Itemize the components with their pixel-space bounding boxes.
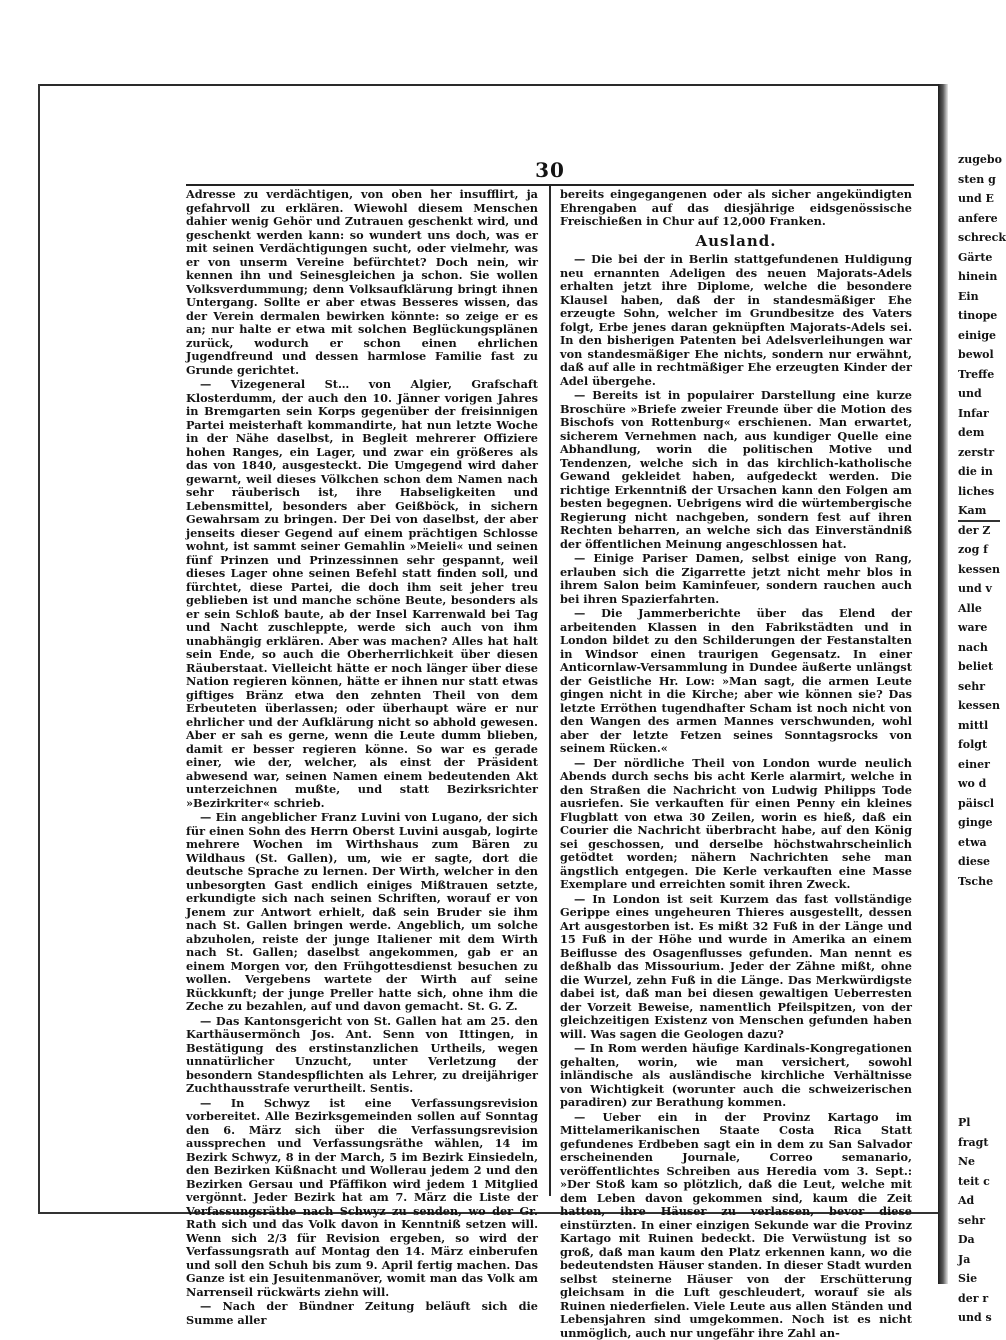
- neighbor-line: Da: [958, 1230, 1000, 1250]
- neighbor-line: Alle: [958, 599, 1000, 619]
- neighbor-line: und E: [958, 189, 1000, 209]
- neighbor-line: kessen: [958, 696, 1000, 716]
- neighbor-line: wo d: [958, 774, 1000, 794]
- article-paragraph: — Vizegeneral St… von Algier, Grafschaft Klosterdumm, der auch den 10. Jänner vorigen Jahres in Bremgarten sein Korps gegenüber der freisinnigen Partei meisterhaft kommandirte, hat nun letzte Woche in der Nähe daselbst, in Begleit mehrerer Offiziere hohen Ranges, ein Lager, und zwar ein größeres als das von 1840, ausgesteckt. Die Umgegend wird daher gewarnt, weil dieses Völkchen schon dem Namen nach sehr räuberisch ist, ihre Habseligkeiten und Lebensmittel, besonders aber Geißböck, in sichern Gewahrsam zu bringen. Der Dei von daselbst, der aber jenseits dieser Gegend auf einem prächtigen Schlosse wohnt, ist sammt seiner Gemahlin »Meieli« und seinen fünf Prinzen und Prinzessinnen sehr gespannt, weil dieses Lager ohne seinen Befehl statt finden soll, und fürchtet, diese Partei, die doch ihm seit jeher treu geblieben ist und manche schöne Beute, besonders als er sein Schloß baute, ab der Insel Karrenwald bei Tag und Nacht zuschleppte, werde sich auch von ihm unabhängig erklären. Aber was machen? Alles hat halt sein Ende, so auch die Oberherrlichkeit über diesen Räuberstaat. Vielleicht hätte er noch länger über diese Nation regieren können, hätte er ihnen nur statt etwas giftiges Bränz etwa den zehnten Theil von dem Erbeuteten überlassen; oder überhaupt wäre er nur ehrlicher und der Aufklärung nicht so abhold gewesen. Aber er sah es gerne, wenn die Leute dumm blieben, damit er besser regieren könne. So war es gerade einer, wie der, welcher, als einst der Präsident abwesend war, seinen Namen einem bedeutenden Akt unterzeichnen mußte, und statt Bezirksrichter »Bezirkriter« schrieb.: [186, 378, 538, 810]
- article-paragraph: — In Schwyz ist eine Verfassungsrevision vorbereitet. Alle Bezirksgemeinden sollen auf Sonntag den 6. März sich über die Verfassungsrevision aussprechen und Verfassungsräthe wählen, 14 im Bezirk Schwyz, 8 in der March, 5 im Bezirk Einsiedeln, den Bezirken Küßnacht und Wollerau jedem 2 und den Bezirken Gersau und Pfäffikon wird jedem 1 Mitglied vergönnt. Jeder Bezirk hat am 7. März die Liste der Verfassungsräthe nach Schwyz zu senden, wo der Gr. Rath sich und das Volk davon in Kenntniß setzen will. Wenn sich 2/3 für Revision ergeben, so wird der Verfassungsrath auf Montag den 14. März einberufen und soll den Schuh bis zum 9. April fertig machen. Das Ganze ist ein Jesuitenmanöver, womit man das Volk am Narrenseil rückwärts ziehn will.: [186, 1097, 538, 1300]
- neighbor-line: fragt: [958, 1133, 1000, 1153]
- neighbor-line: und: [958, 384, 1000, 404]
- neighbor-line: Ne: [958, 1152, 1000, 1172]
- left-column: [186, 188, 538, 1193]
- article-paragraph: — Die bei der in Berlin stattgefundenen Huldigung neu ernannten Adeligen des neuen Majorats-Adels erhalten jetzt ihre Diplome, welche die besondere Klausel haben, daß der in standesmäßiger Ehe erzeugte Sohn, welcher im Grundbesitze des Vaters folgt, Erbe jenes daran geknüpften Majorats-Adels sei. In den bisherigen Patenten bei Adelsverleihungen war von standesmäßiger Ehe nichts, sondern nur erwähnt, daß auf alle in rechtmäßiger Ehe erzeugten Kinder der Adel übergehe.: [560, 253, 912, 388]
- neighbor-line: Sie: [958, 1269, 1000, 1289]
- neighbor-line: sehr: [958, 1211, 1000, 1231]
- neighbor-line: zog f: [958, 540, 1000, 560]
- neighbor-line: zugebo: [958, 150, 1000, 170]
- neighbor-line: Ad: [958, 1191, 1000, 1211]
- neighbor-line: liches: [958, 482, 1000, 502]
- neighbor-line: und v: [958, 579, 1000, 599]
- neighbor-line: der Z: [958, 521, 1000, 541]
- neighbor-line: der r: [958, 1289, 1000, 1309]
- neighbor-line: schreck: [958, 228, 1000, 248]
- scan-border-top: [40, 84, 940, 86]
- neighbor-line: einer: [958, 755, 1000, 775]
- neighbor-line: ware: [958, 618, 1000, 638]
- scan-border-left: [38, 84, 40, 1214]
- article-paragraph: — Das Kantonsgericht von St. Gallen hat am 25. den Karthäusermönch Jos. Ant. Senn von Ittingen, in Bestätigung des erstinstanzlichen Urtheils, wegen unnatürlicher Unzucht, unter Verletzung der besondern Standespflichten als Lehrer, zu dreijähriger Zuchthausstrafe verurtheilt. Sentis.: [186, 1015, 538, 1096]
- neighbor-line: beliet: [958, 657, 1000, 677]
- neighbor-line: päiscl: [958, 794, 1000, 814]
- neighbor-line: einige: [958, 326, 1000, 346]
- neighbor-line: bewol: [958, 345, 1000, 365]
- page-number: 30: [186, 158, 914, 182]
- article-paragraph: — Die Jammerberichte über das Elend der arbeitenden Klassen in den Fabrikstädten und in London bildet zu den Schilderungen der Festanstalten in Windsor einen traurigen Gegensatz. In einer Anticornlaw-Versammlung in Dundee äußerte unlängst der Geistliche Hr. Low: »Man sagt, die armen Leute gingen nicht in die Kirche; aber wie können sie? Das letzte Erröthen tugendhafter Scham ist noch nicht von den Wangen des armen Mannes verschwunden, wohl aber der letzte Fetzen seines Sonntagsrocks von seinem Rücken.«: [560, 607, 912, 756]
- neighbor-line: die in: [958, 462, 1000, 482]
- neighbor-line: Gärte: [958, 248, 1000, 268]
- right-column: [560, 188, 912, 1193]
- article-paragraph: — Ein angeblicher Franz Luvini von Lugano, der sich für einen Sohn des Herrn Oberst Luvini ausgab, logirte mehrere Wochen im Wirthshaus zum Bären zu Wildhaus (St. Gallen), um, wie er sagte, dort die deutsche Sprache zu lernen. Der Wirth, welcher in den unbesorgten Gast endlich einiges Mißtrauen setzte, erkundigte sich nach seinen Schriften, worauf er von Jenem zur Antwort erhielt, daß sein Bruder sie ihm nach St. Gallen bringen werde. Angeblich, um solche abzuholen, reiste der junge Italiener mit dem Wirth nach St. Gallen; daselbst angekommen, gab er an einem Morgen vor, den Frühgottesdienst besuchen zu wollen. Vergebens wartete der Wirth auf seine Rückkunft; der junge Preller hatte sich, ohne ihm die Zeche zu bezahlen, auf und davon gemacht. St. G. Z.: [186, 811, 538, 1014]
- neighbor-line: tinope: [958, 306, 1000, 326]
- neighbor-line: zerstr: [958, 443, 1000, 463]
- neighbor-line: Kam: [958, 501, 1000, 521]
- neighbor-line: sten g: [958, 170, 1000, 190]
- neighbor-line: kessen: [958, 560, 1000, 580]
- article-paragraph: Adresse zu verdächtigen, von oben her insufflirt, ja gefahrvoll zu erklären. Wiewohl diesem Menschen dahier wenig Gehör und Zutrauen geschenkt wird, und geschenkt werden kann: so wundert uns doch, was er mit seinen Verdächtigungen sucht, oder vielmehr, was er von unserm Vereine befürchtet? Doch nein, wir kennen ihn und Seinesgleichen ja schon. Sie wollen Volksverdummung; denn Volksaufklärung bringt ihnen Untergang. Sollte er aber etwas Besseres wissen, das der Verein dermalen bewirken könnte: so zeige er es an; nur halte er etwa mit solchen Beglückungsplänen zurück, wodurch er schon einen ehrlichen Jugendfreund und dessen harmlose Familie fast zu Grunde gerichtet.: [186, 188, 538, 377]
- neighbor-line: sehr: [958, 677, 1000, 697]
- article-paragraph: bereits eingegangenen oder als sicher angekündigten Ehrengaben auf das diesjährige eidsgenössische Freischießen in Chur auf 12,000 Franken.: [560, 188, 912, 229]
- article-paragraph: — Einige Pariser Damen, selbst einige von Rang, erlauben sich die Zigarrette jetzt nicht mehr blos in ihrem Salon beim Kaminfeuer, sondern rauchen auch bei ihren Spazierfahrten.: [560, 552, 912, 606]
- section-heading-ausland: Ausland.: [560, 235, 912, 249]
- neighbor-line: etwa: [958, 833, 1000, 853]
- neighbor-page-fragment: [958, 150, 1000, 1270]
- neighbor-line: und s: [958, 1308, 1000, 1328]
- neighbor-line: Pl: [958, 1113, 1000, 1133]
- article-paragraph: — Bereits ist in populairer Darstellung eine kurze Broschüre »Briefe zweier Freunde über die Motion des Bischofs von Rottenburg« erschienen. Man erwartet, sicherem Vernehmen nach, aus kundiger Quelle eine Abhandlung, worin die politischen Motive und Tendenzen, welche sich in das kirchlich-katholische Gewand gekleidet haben, aufgedeckt werden. Die richtige Erkenntniß der Ursachen kann den Folgen am besten begegnen. Uebrigens wird die würtembergische Regierung nicht nachgeben, sondern fest auf ihren Rechten beharren, an welche sich das Einverständniß der öffentlichen Meinung angeschlossen hat.: [560, 389, 912, 551]
- article-paragraph: — In Rom werden häufige Kardinals-Kongregationen gehalten, worin, wie man versichert, sowohl inländische als ausländische kirchliche Verhältnisse von Wichtigkeit (worunter auch die schweizerischen paradiren) zur Berathung kommen.: [560, 1042, 912, 1110]
- neighbor-line: nach: [958, 638, 1000, 658]
- neighbor-line: diese: [958, 852, 1000, 872]
- neighbor-line: hinein: [958, 267, 1000, 287]
- article-paragraph: — Der nördliche Theil von London wurde neulich Abends durch sechs bis acht Kerle alarmirt, welche in den Straßen die Nachricht von Ludwig Philipps Tode ausriefen. Sie verkauften für einen Penny ein kleines Flugblatt von etwa 30 Zeilen, worin es hieß, daß ein Courier die Nachricht überbracht habe, auf den König sei geschossen, und derselbe höchstwahrscheinlich getödtet worden; nähern Nachrichten sehe man ängstlich entgegen. Die Kerle verkauften eine Masse Exemplare und erreichten somit ihren Zweck.: [560, 757, 912, 892]
- neighbor-line: folgt: [958, 735, 1000, 755]
- article-paragraph: — Ueber ein in der Provinz Kartago im Mittelamerikanischen Staate Costa Rica Statt gefundenes Erdbeben sagt ein in dem zu San Salvador erscheinenden Journale, Correo semanario, veröffentlichtes Schreiben aus Heredia vom 3. Sept.: »Der Stoß kam so plötzlich, daß die Leut, welche mit dem Leben davon gekommen sind, kaum die Zeit hatten, ihre Häuser zu verlassen, bevor diese einstürzten. In einer einzigen Sekunde war die Provinz Kartago mit Ruinen bedeckt. Die Verwüstung ist so groß, daß man kaum den Platz erkennen kann, wo die bedeutendsten Häuser standen. In dieser Stadt wurden selbst steinerne Häuser von der Erschütterung gleichsam in die Luft geschleudert, worauf sie als Ruinen niederfielen. Viele Leute aus allen Ständen und Lebensjahren sind umgekommen. Noch ist es nicht unmöglich, auch nur ungefähr ihre Zahl an-: [560, 1111, 912, 1340]
- article-paragraph: — Nach der Bündner Zeitung beläuft sich die Summe aller: [186, 1300, 538, 1327]
- neighbor-line: Infar: [958, 404, 1000, 424]
- neighbor-line: Treffe: [958, 365, 1000, 385]
- neighbor-line: dem: [958, 423, 1000, 443]
- neighbor-line: Ja: [958, 1250, 1000, 1270]
- newspaper-page: [186, 150, 914, 1200]
- page-gutter-shadow: [938, 84, 948, 1284]
- column-rule: [549, 186, 551, 1196]
- neighbor-line: ginge: [958, 813, 1000, 833]
- neighbor-line: mittl: [958, 716, 1000, 736]
- neighbor-top-lines: [958, 150, 1000, 891]
- neighbor-line: Tsche: [958, 872, 1000, 892]
- article-paragraph: — In London ist seit Kurzem das fast vollständige Gerippe eines ungeheuren Thieres ausgestellt, dessen Art ausgestorben ist. Es mißt 32 Fuß in der Länge und 15 Fuß in der Höhe und wurde in Amerika an einem Beiflusse des Osagenflusses gefunden. Man nennt es deßhalb das Missourium. Jeder der Zähne mißt, ohne die Wurzel, zehn Fuß in die Länge. Das Merkwürdigste dabei ist, daß man bei diesen gewaltigen Ueberresten der Vorzeit Beweise, namentlich Pfeilspitzen, von der gleichzeitigen Existenz von Menschen gefunden haben will. Was sagen die Geologen dazu?: [560, 893, 912, 1042]
- neighbor-line: anfere: [958, 209, 1000, 229]
- neighbor-bottom-lines: [958, 1113, 1000, 1328]
- neighbor-line: Ein: [958, 287, 1000, 307]
- neighbor-line: teit c: [958, 1172, 1000, 1192]
